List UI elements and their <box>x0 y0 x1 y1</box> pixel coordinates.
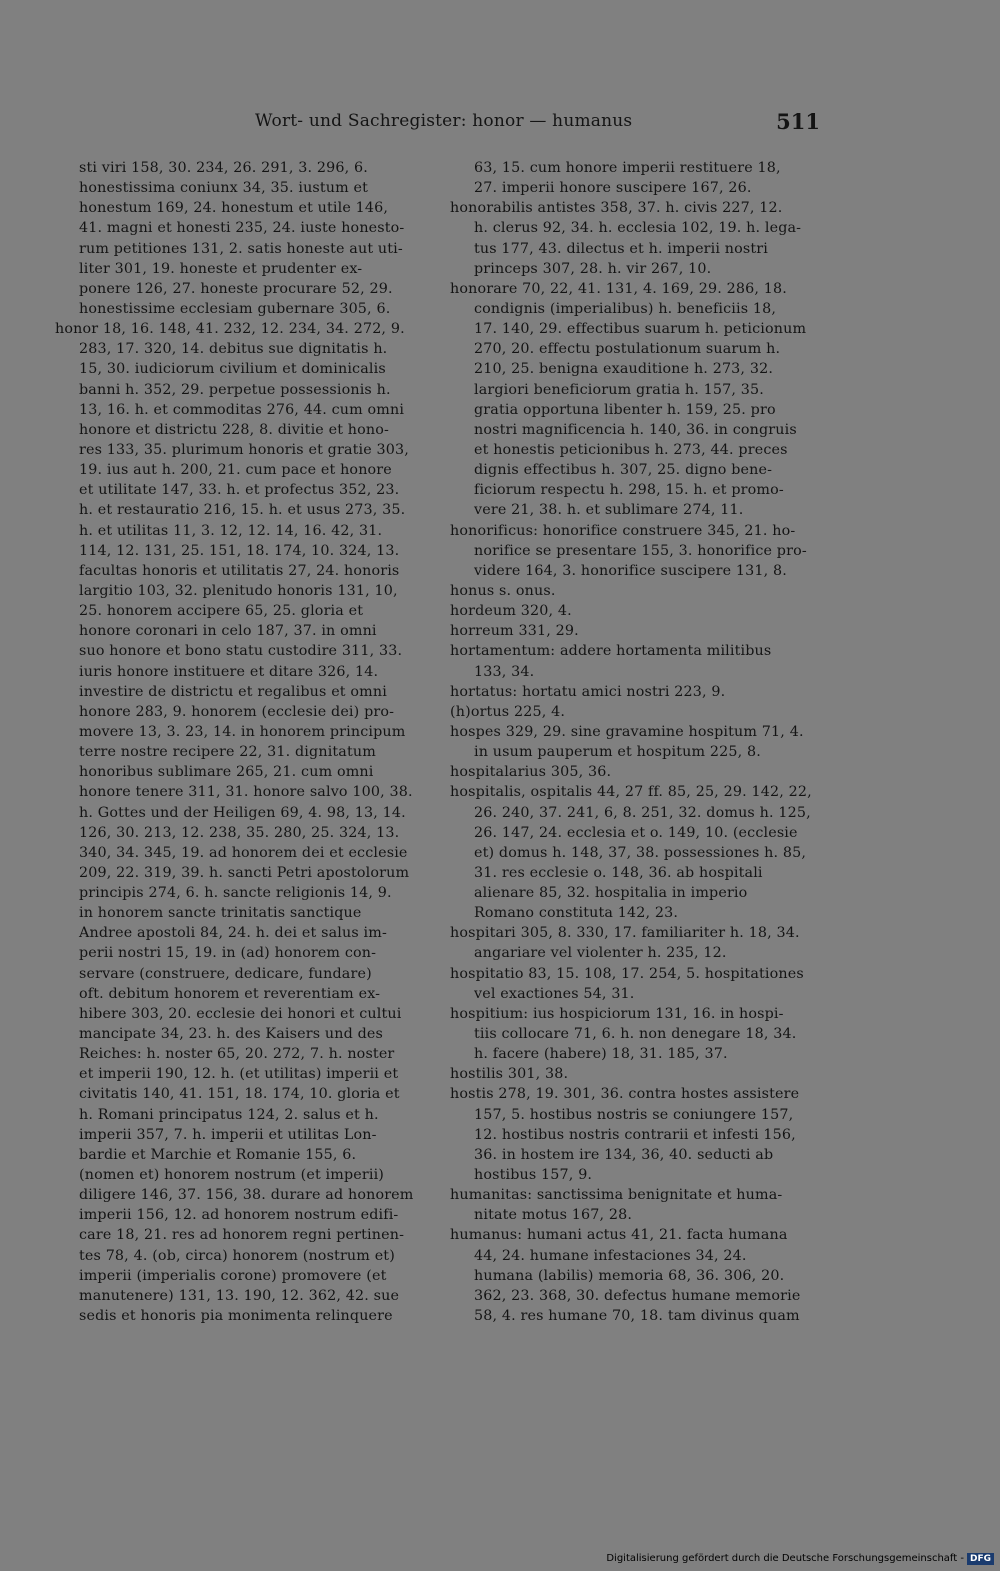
running-title: Wort- und Sachregister: honor — humanus <box>255 111 633 131</box>
index-line: 209, 22. 319, 39. h. sancti Petri apostolorum <box>79 864 410 881</box>
index-line: largiori beneficiorum gratia h. 157, 35. <box>474 381 764 398</box>
index-line: rum petitiones 131, 2. satis honeste aut uti- <box>79 240 403 257</box>
index-line: ponere 126, 27. honeste procurare 52, 29. <box>79 280 393 297</box>
index-line: h. clerus 92, 34. h. ecclesia 102, 19. h. lega- <box>474 220 802 237</box>
index-line: honorabilis antistes 358, 37. h. civis 227, 12. <box>450 200 783 217</box>
index-line: 15, 30. iudiciorum civilium et dominicalis <box>79 361 386 378</box>
index-line: humana (labilis) memoria 68, 36. 306, 20. <box>474 1267 785 1284</box>
index-line: angariare vel violenter h. 235, 12. <box>474 945 727 962</box>
index-line: suo honore et bono statu custodire 311, 33. <box>79 643 403 660</box>
index-line: dignis effectibus h. 307, 25. digno bene- <box>474 462 773 479</box>
index-line: in honorem sancte trinitatis sanctique <box>79 905 362 922</box>
index-line: facultas honoris et utilitatis 27, 24. honoris <box>79 562 400 579</box>
index-line: 270, 20. effectu postulationum suarum h. <box>474 341 781 358</box>
index-line: tus 177, 43. dilectus et h. imperii nostri <box>474 240 769 257</box>
index-line: honestissima coniunx 34, 35. iustum et <box>79 180 369 197</box>
index-line: 27. imperii honore suscipere 167, 26. <box>474 180 752 197</box>
index-line: nitate motus 167, 28. <box>474 1207 633 1224</box>
index-line: 114, 12. 131, 25. 151, 18. 174, 10. 324, 13. <box>79 542 400 559</box>
index-line: humanus: humani actus 41, 21. facta humana <box>450 1227 788 1244</box>
index-line: imperii (imperialis corone) promovere (et <box>79 1267 387 1284</box>
index-line: 133, 34. <box>474 663 535 680</box>
index-line: Andree apostoli 84, 24. h. dei et salus im- <box>79 925 387 942</box>
index-line: principis 274, 6. h. sancte religionis 14, 9. <box>79 885 392 902</box>
index-line: imperii 357, 7. h. imperii et utilitas Lon- <box>79 1126 377 1143</box>
index-line: manutenere) 131, 13. 190, 12. 362, 42. sue <box>79 1287 400 1304</box>
index-line: honore coronari in celo 187, 37. in omni <box>79 623 377 640</box>
index-line: liter 301, 19. honeste et prudenter ex- <box>79 260 363 277</box>
index-line: mancipate 34, 23. h. des Kaisers und des <box>79 1026 384 1043</box>
index-line: horreum 331, 29. <box>450 623 579 640</box>
index-line: largitio 103, 32. plenitudo honoris 131, 10, <box>79 582 398 599</box>
index-line: in usum pauperum et hospitum 225, 8. <box>474 744 761 761</box>
index-line: 31. res ecclesie o. 148, 36. ab hospitali <box>474 864 763 881</box>
dfg-logo-icon: DFG <box>967 1553 994 1565</box>
index-line: 283, 17. 320, 14. debitus sue dignitatis h. <box>79 341 388 358</box>
index-line: honorare 70, 22, 41. 131, 4. 169, 29. 286, 18. <box>450 280 787 297</box>
index-line: 13, 16. h. et commoditas 276, 44. cum omni <box>79 401 405 418</box>
index-line: iuris honore instituere et ditare 326, 14. <box>79 663 379 680</box>
index-line: 12. hostibus nostris contrarii et infesti 156, <box>474 1126 796 1143</box>
index-line: honore et districtu 228, 8. divitie et hono- <box>79 421 390 438</box>
index-line: 126, 30. 213, 12. 238, 35. 280, 25. 324, 13. <box>79 824 400 841</box>
index-line: 26. 240, 37. 241, 6, 8. 251, 32. domus h. 125, <box>474 804 811 821</box>
index-line: h. et utilitas 11, 3. 12, 12. 14, 16. 42, 31. <box>79 522 383 539</box>
footer-credit: Digitalisierung gefördert durch die Deutsche Forschungsgemeinschaft - <box>606 1553 964 1564</box>
index-line: h. facere (habere) 18, 31. 185, 37. <box>474 1046 728 1063</box>
index-line: Reiches: h. noster 65, 20. 272, 7. h. noster <box>79 1046 395 1063</box>
index-line: h. et restauratio 216, 15. h. et usus 273, 35. <box>79 502 406 519</box>
index-line: hortatus: hortatu amici nostri 223, 9. <box>450 683 726 700</box>
index-line: ficiorum respectu h. 298, 15. h. et promo- <box>474 482 784 499</box>
index-line: vel exactiones 54, 31. <box>474 985 635 1002</box>
index-line: diligere 146, 37. 156, 38. durare ad honorem <box>79 1187 414 1204</box>
index-line: honestissime ecclesiam gubernare 305, 6. <box>79 300 391 317</box>
page-header <box>80 111 820 135</box>
index-line: princeps 307, 28. h. vir 267, 10. <box>474 260 712 277</box>
index-line: hostilis 301, 38. <box>450 1066 569 1083</box>
index-line: honus s. onus. <box>450 582 556 599</box>
index-line: Romano constituta 142, 23. <box>474 905 679 922</box>
index-line: honorificus: honorifice construere 345, 21. ho- <box>450 522 796 539</box>
index-line: hospes 329, 29. sine gravamine hospitum 71, 4. <box>450 723 804 740</box>
index-line: 58, 4. res humane 70, 18. tam divinus quam <box>474 1308 800 1325</box>
index-line: hostibus 157, 9. <box>474 1167 593 1184</box>
index-line: 19. ius aut h. 200, 21. cum pace et honore <box>79 462 392 479</box>
index-line: condignis (imperialibus) h. beneficiis 18, <box>474 300 777 317</box>
index-line: 25. honorem accipere 65, 25. gloria et <box>79 603 364 620</box>
index-line: perii nostri 15, 19. in (ad) honorem con- <box>79 945 377 962</box>
index-line: tes 78, 4. (ob, circa) honorem (nostrum et) <box>79 1247 395 1264</box>
index-line: h. Romani principatus 124, 2. salus et h. <box>79 1106 379 1123</box>
index-line: 26. 147, 24. ecclesia et o. 149, 10. (ecclesie <box>474 824 798 841</box>
index-line: vere 21, 38. h. et sublimare 274, 11. <box>474 502 744 519</box>
footer <box>606 1552 994 1566</box>
index-line: 41. magni et honesti 235, 24. iuste honesto- <box>79 220 405 237</box>
index-line: civitatis 140, 41. 151, 18. 174, 10. gloria et <box>79 1086 400 1103</box>
index-line: oft. debitum honorem et reverentiam ex- <box>79 985 381 1002</box>
index-line: 63, 15. cum honore imperii restituere 18, <box>474 160 781 176</box>
index-line: honoribus sublimare 265, 21. cum omni <box>79 764 374 781</box>
index-line: movere 13, 3. 23, 14. in honorem principum <box>79 723 406 740</box>
index-line: (nomen et) honorem nostrum (et imperii) <box>79 1167 385 1184</box>
index-line: hospitatio 83, 15. 108, 17. 254, 5. hospitationes <box>450 965 804 982</box>
index-line: hostis 278, 19. 301, 36. contra hostes assistere <box>450 1086 800 1103</box>
index-line: bardie et Marchie et Romanie 155, 6. <box>79 1146 357 1163</box>
index-line: banni h. 352, 29. perpetue possessionis h. <box>79 381 391 398</box>
index-line: alienare 85, 32. hospitalia in imperio <box>474 885 748 902</box>
index-line: norifice se presentare 155, 3. honorifice pro- <box>474 542 807 559</box>
index-line: tiis collocare 71, 6. h. non denegare 18, 34. <box>474 1026 797 1043</box>
index-line: h. Gottes und der Heiligen 69, 4. 98, 13, 14. <box>79 804 406 821</box>
index-line: et imperii 190, 12. h. (et utilitas) imperii et <box>79 1066 399 1083</box>
index-line: hospitalis, ospitalis 44, 27 ff. 85, 25, 29. 142, 22, <box>450 784 812 801</box>
index-line: hospitium: ius hospiciorum 131, 16. in hospi- <box>450 1005 784 1022</box>
index-line: 210, 25. benigna exauditione h. 273, 32. <box>474 361 774 378</box>
index-line: 157, 5. hostibus nostris se coniungere 157, <box>474 1106 794 1123</box>
index-line: imperii 156, 12. ad honorem nostrum edifi- <box>79 1207 399 1224</box>
index-line: care 18, 21. res ad honorem regni pertinen- <box>79 1227 405 1244</box>
index-line: et honestis peticionibus h. 273, 44. preces <box>474 441 788 458</box>
index-line: 17. 140, 29. effectibus suarum h. peticionum <box>474 321 807 338</box>
index-line: hospitari 305, 8. 330, 17. familiariter h. 18, 34. <box>450 925 800 942</box>
index-line: honore 283, 9. honorem (ecclesie dei) pro- <box>79 703 395 720</box>
index-line: 36. in hostem ire 134, 36, 40. seducti ab <box>474 1146 774 1163</box>
index-line: honore tenere 311, 31. honore salvo 100, 38. <box>79 784 413 801</box>
index-line: hordeum 320, 4. <box>450 603 572 620</box>
index-line: hortamentum: addere hortamenta militibus <box>450 643 772 660</box>
index-line: et) domus h. 148, 37, 38. possessiones h. 85, <box>474 844 807 861</box>
index-line: honor 18, 16. 148, 41. 232, 12. 234, 34. 272, 9. <box>55 321 405 338</box>
index-line: nostri magnificencia h. 140, 36. in congruis <box>474 421 797 438</box>
index-line: gratia opportuna libenter h. 159, 25. pro <box>474 401 776 418</box>
index-line: videre 164, 3. honorifice suscipere 131, 8. <box>474 562 787 579</box>
right-column <box>450 158 822 1326</box>
index-line: servare (construere, dedicare, fundare) <box>79 965 372 982</box>
index-line: hibere 303, 20. ecclesie dei honori et cultui <box>79 1005 402 1022</box>
index-line: 340, 34. 345, 19. ad honorem dei et ecclesie <box>79 844 408 861</box>
index-line: sedis et honoris pia monimenta relinquere <box>79 1308 393 1325</box>
left-column <box>55 158 425 1326</box>
index-line: terre nostre recipere 22, 31. dignitatum <box>79 744 376 761</box>
index-line: investire de districtu et regalibus et omni <box>79 683 387 700</box>
index-line: (h)ortus 225, 4. <box>450 703 566 720</box>
index-line: honestum 169, 24. honestum et utile 146, <box>79 200 389 217</box>
index-line: sti viri 158, 30. 234, 26. 291, 3. 296, 6. <box>79 160 368 176</box>
index-line: res 133, 35. plurimum honoris et gratie 303, <box>79 441 409 458</box>
index-line: et utilitate 147, 33. h. et profectus 352, 23. <box>79 482 400 499</box>
index-line: hospitalarius 305, 36. <box>450 764 612 781</box>
index-line: 362, 23. 368, 30. defectus humane memorie <box>474 1287 801 1304</box>
page-number: 511 <box>776 109 820 134</box>
index-line: 44, 24. humane infestaciones 34, 24. <box>474 1247 747 1264</box>
index-line: humanitas: sanctissima benignitate et huma- <box>450 1187 783 1204</box>
